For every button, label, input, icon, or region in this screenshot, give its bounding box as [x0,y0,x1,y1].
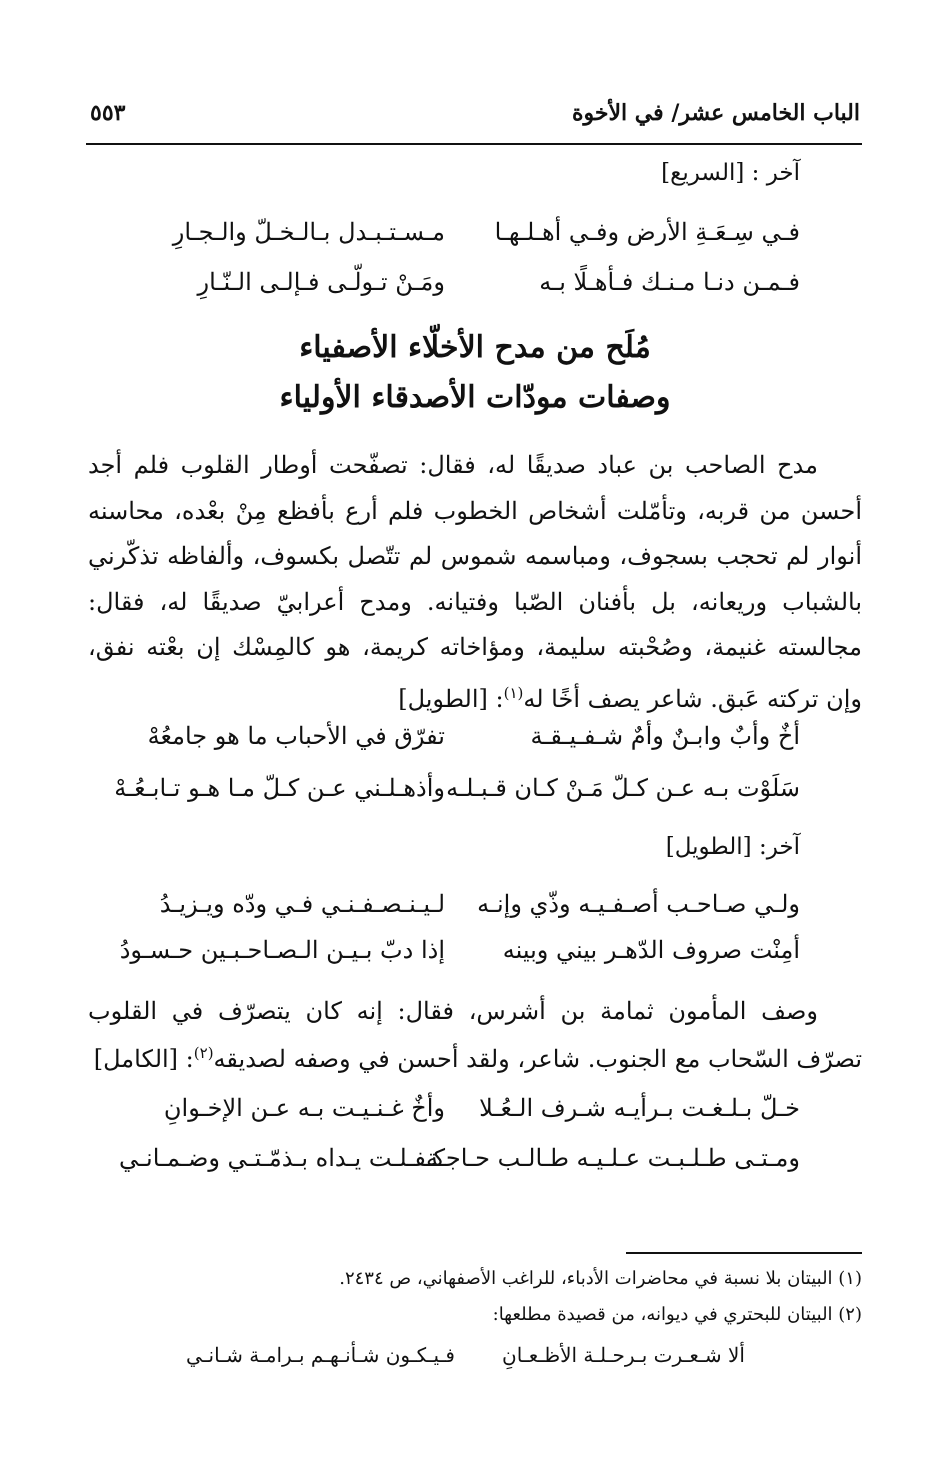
first-hemistich: ولـي صـاحـب أصـفـيـه وذّي وإنـه [477,890,800,918]
running-title: الباب الخامس عشر/ في الأخوة [572,100,860,126]
verse-line [100,218,800,258]
footnote-verse [185,1343,745,1375]
verse-line [100,890,800,930]
first-hemistich: سَلَوْت بـه عـن كـلّ مَـنْ كـان قـبـلـه [446,774,800,802]
poem-label: آخر : [السريع] [661,160,800,186]
first-hemistich: ألا شـعـرت بـرحـلـة الأظـعـانِ [502,1343,745,1367]
verse-line [100,268,800,308]
first-hemistich: خـلّ بـلـغـت بـرأيـه شـرف الـعُـلا [479,1094,800,1122]
second-hemistich: مـسـتـبـدل بـالـخـلّ والـجـارِ [172,218,445,246]
header-rule [86,143,862,145]
body-paragraph [88,443,862,722]
first-hemistich: ومـتـى طـلـبـت عـلـيـه طـالـب حـاجـة [426,1144,800,1172]
meter-label: : [الكامل] [93,1045,194,1073]
first-hemistich: فـي سِـعَـةِ الأرض وفـي أهـلـهـا [494,218,800,246]
paragraph-text: وصف المأمون ثمامة بن أشرس، فقال: إنه كان يتصرّف في القلوب تصرّف السّحاب مع الجنوب. شاعر، ولقد أحسن في وصفه لصديقه [88,997,862,1073]
verse-line [100,1144,800,1184]
second-hemistich: إذا دبّ بـيـن الـصـاحـبـين حـسـودُ [119,936,445,964]
verse-line [100,1094,800,1134]
second-hemistich: كـفـلـت يـداه بـذمّـتـي وضـمـانـي [118,1144,445,1172]
section-heading: مُلَح من مدح الأخلّاء الأصفياء [299,330,651,365]
footnote-ref: (١) [503,683,524,702]
verse-line [100,722,800,762]
paragraph-text: مدح الصاحب بن عباد صديقًا له، فقال: تصفّحت أوطار القلوب فلم أجد أحسن من قربه، وتأمّلت أشخاص الخطوب فلم أرع بأفظع مِنْ بعْده، محاسنه أنوار لم تحجب بسجوف، ومباسمه شموس لم تتّصل بكسوف، وألفاظه تذكّرني بالشباب وريعانه، بل بأفنان الصّبا وفتيانه. ومدح أعرابيّ صديقًا له، فقال: مجالسته غنيمة، وصُحْبته سليمة، ومؤاخاته كريمة، هو كالمِسْك إن بعْته نفق، وإن تركته عَبق. شاعر يصف أخًا له [88,451,862,713]
verse-line [100,774,800,814]
second-hemistich: وأخٌ غـنـيـت بـه عـن الإخـوانِ [163,1094,445,1122]
footnote-rule [626,1252,862,1254]
second-hemistich: وأذهـلـني عـن كـلّ مـا هـو تـابـعُـهْ [114,774,445,802]
footnote-2: (٢) البيتان للبحتري في ديوانه، من قصيدة مطلعها: [492,1304,862,1325]
meter-label: : [الطويل] [398,684,504,713]
second-hemistich: ومَـنْ تـولّـى فـإلـى الـنّـارِ [197,268,445,296]
first-hemistich: أخٌ وأبٌ وابـنٌ وأمٌ شـفـيـقـة [530,722,800,750]
footnote-ref: (٢) [193,1044,214,1062]
poem-label: آخر: [الطويل] [665,834,800,860]
verse-line [100,936,800,976]
second-hemistich: فـيـكـون شـأنـهـم بـرامـة شـانـي [186,1343,455,1367]
body-paragraph [88,990,862,1080]
second-hemistich: تفرّق في الأحباب ما هو جامعُهْ [147,722,445,750]
page-number: ٥٥٣ [90,100,126,126]
footnote-1: (١) البيتان بلا نسبة في محاضرات الأدباء، للراغب الأصفهاني، ص ٢٤٣٤. [339,1268,862,1289]
first-hemistich: فـمـن دنـا مـنـك فـأهـلًا بـه [539,268,800,296]
first-hemistich: أمِنْت صروف الدّهـر بيني وبينه [502,936,800,964]
second-hemistich: لـيـنـصـفـنـي فـي ودّه ويـزيـدُ [159,890,445,918]
section-heading: وصفات مودّات الأصدقاء الأولياء [279,380,671,415]
